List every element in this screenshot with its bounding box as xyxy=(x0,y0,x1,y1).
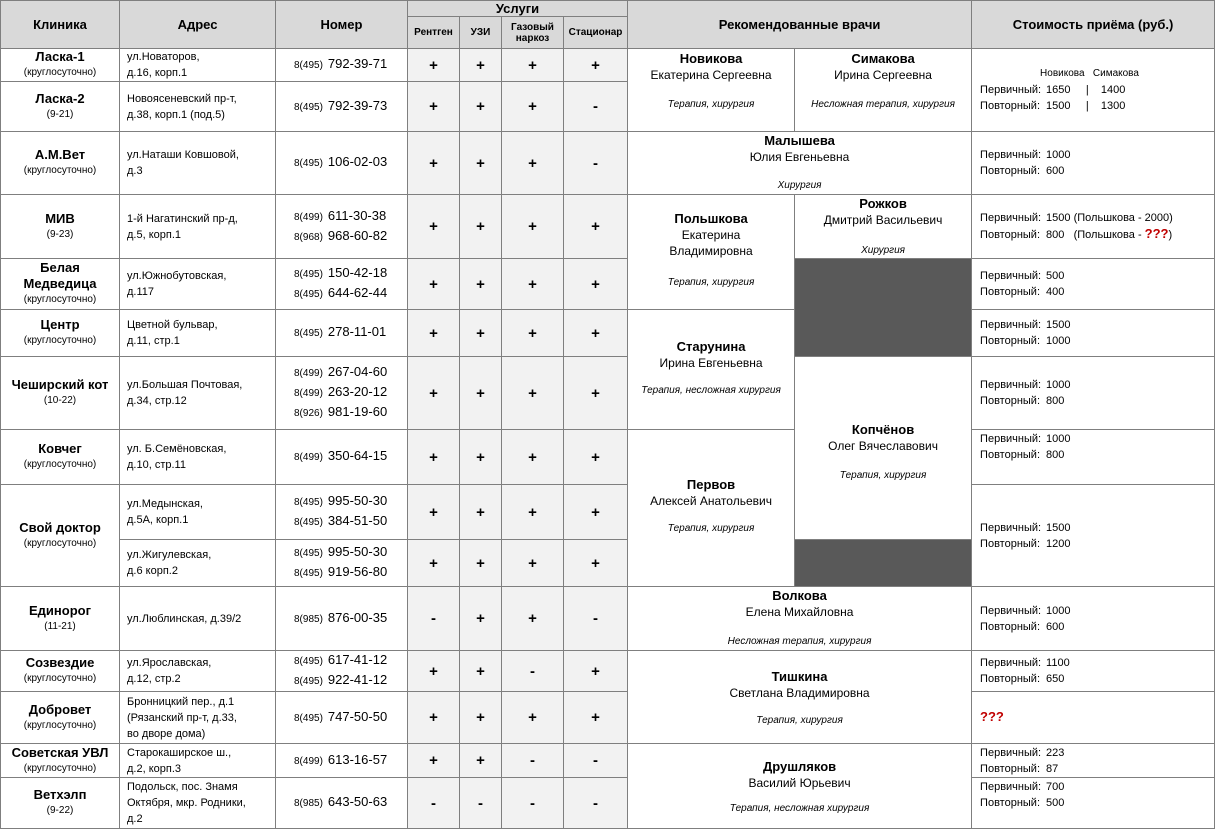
svc-gas: + xyxy=(502,310,564,357)
empty-doctor-cell xyxy=(795,540,972,587)
svc-hospital: + xyxy=(564,651,628,692)
clinic-name: Единорог (11-21) xyxy=(1,587,120,651)
clinic-phone[interactable]: 8(499) 267-04-60 8(499) 263-20-12 8(926) 981-19-60 xyxy=(276,357,408,430)
clinic-address: ул.Наташи Ковшовой, д.3 xyxy=(120,132,276,195)
price-dobrovet: ??? xyxy=(972,692,1215,744)
price-sovuvl: Первичный: 223 Повторный: 87 xyxy=(972,744,1215,778)
clinic-phone[interactable]: 8(499) 613-16-57 xyxy=(276,744,408,778)
clinic-phone[interactable]: 8(495) 995-50-30 8(495) 384-51-50 xyxy=(276,485,408,540)
svc-gas: + xyxy=(502,259,564,310)
svc-gas: + xyxy=(502,485,564,540)
price-belaya: Первичный: 500 Повторный: 400 xyxy=(972,259,1215,310)
clinic-phone[interactable]: 8(495) 106-02-03 xyxy=(276,132,408,195)
svc-hospital: - xyxy=(564,778,628,829)
svc-uzi: + xyxy=(460,651,502,692)
clinic-name: Свой доктор (круглосуточно) xyxy=(1,485,120,587)
doctor-kopchenov: Копчёнов Олег Вячеславович Терапия, хирургия xyxy=(795,357,972,540)
clinic-address: ул.Новаторов, д.16, корп.1 xyxy=(120,49,276,82)
doctor-novikova: Новикова Екатерина Сергеевна Терапия, хирургия xyxy=(628,49,795,132)
header-clinic: Клиника xyxy=(1,1,120,49)
clinic-name: А.М.Вет (круглосуточно) xyxy=(1,132,120,195)
svc-gas: - xyxy=(502,651,564,692)
clinic-address: ул.Ярославская, д.12, стр.2 xyxy=(120,651,276,692)
clinic-address: Бронницкий пер., д.1 (Рязанский пр-т, д.33, во дворе дома) xyxy=(120,692,276,744)
clinic-address: Старокаширское ш., д.2, корп.3 xyxy=(120,744,276,778)
clinic-name: Ковчег (круглосуточно) xyxy=(1,430,120,485)
clinic-name: Белая Медведица (круглосуточно) xyxy=(1,259,120,310)
svc-xray: + xyxy=(408,485,460,540)
svc-hospital: + xyxy=(564,259,628,310)
clinic-phone[interactable]: 8(495) 617-41-12 8(495) 922-41-12 xyxy=(276,651,408,692)
doctor-volkova: Волкова Елена Михайловна Несложная терапия, хирургия xyxy=(628,587,972,651)
svc-hospital: + xyxy=(564,692,628,744)
table-row xyxy=(1,744,1215,778)
svc-xray: + xyxy=(408,195,460,259)
svc-uzi: + xyxy=(460,259,502,310)
table-row xyxy=(1,132,1215,195)
header-uzi: УЗИ xyxy=(460,17,502,49)
clinic-address: ул.Большая Почтовая, д.34, стр.12 xyxy=(120,357,276,430)
empty-doctor-cell xyxy=(795,259,972,357)
svc-hospital: + xyxy=(564,195,628,259)
svc-xray: + xyxy=(408,540,460,587)
svc-xray: + xyxy=(408,692,460,744)
svc-hospital: + xyxy=(564,540,628,587)
table-row xyxy=(1,430,1215,485)
price-edinorog: Первичный: 1000 Повторный: 600 xyxy=(972,587,1215,651)
header-services: Услуги xyxy=(408,1,628,17)
svc-hospital: - xyxy=(564,587,628,651)
clinic-phone[interactable]: 8(495) 150-42-18 8(495) 644-62-44 xyxy=(276,259,408,310)
svc-uzi: + xyxy=(460,587,502,651)
table-row xyxy=(1,49,1215,82)
svc-uzi: + xyxy=(460,485,502,540)
svc-gas: + xyxy=(502,49,564,82)
svc-uzi: + xyxy=(460,692,502,744)
price-centr: Первичный: 1500 Повторный: 1000 xyxy=(972,310,1215,357)
svc-gas: + xyxy=(502,82,564,132)
table-row xyxy=(1,485,1215,540)
clinic-name: Чеширский кот (10-22) xyxy=(1,357,120,430)
price-miv: Первичный: 1500 (Польшкова - 2000) Повторный: 800 (Польшкова - ???) xyxy=(972,195,1215,259)
svc-uzi: + xyxy=(460,357,502,430)
svc-hospital: - xyxy=(564,132,628,195)
svc-xray: + xyxy=(408,132,460,195)
svc-uzi: + xyxy=(460,132,502,195)
table-row xyxy=(1,310,1215,357)
svc-uzi: + xyxy=(460,430,502,485)
doctor-malysheva: Малышева Юлия Евгеньевна Хирургия xyxy=(628,132,972,195)
header-gas: Газовый наркоз xyxy=(502,17,564,49)
svc-xray: + xyxy=(408,82,460,132)
clinic-phone[interactable]: 8(495) 278-11-01 xyxy=(276,310,408,357)
clinic-address: ул.Южнобутовская, д.117 xyxy=(120,259,276,310)
price-svoy: Первичный: 1500 Повторный: 1200 xyxy=(972,485,1215,587)
table-row xyxy=(1,692,1215,744)
svc-xray: + xyxy=(408,259,460,310)
svc-uzi: + xyxy=(460,310,502,357)
svc-hospital: - xyxy=(564,744,628,778)
svc-gas: + xyxy=(502,540,564,587)
table-row xyxy=(1,357,1215,430)
svc-gas: + xyxy=(502,692,564,744)
clinic-phone[interactable]: 8(985) 876-00-35 xyxy=(276,587,408,651)
svc-uzi: + xyxy=(460,744,502,778)
doctor-pervov: Первов Алексей Анатольевич Терапия, хирургия xyxy=(628,430,795,587)
svc-uzi: + xyxy=(460,49,502,82)
svc-gas: + xyxy=(502,587,564,651)
svc-gas: - xyxy=(502,744,564,778)
price-laska: Новикова Симакова Первичный: 1650 | 1400 Повторный: 1500 | 1300 xyxy=(972,49,1215,132)
doctor-polshkova: Польшкова Екатерина Владимировна Терапия, хирургия xyxy=(628,195,795,310)
price-kovcheg: Первичный: 1000 Повторный: 800 xyxy=(972,430,1215,485)
clinic-name: Созвездие (круглосуточно) xyxy=(1,651,120,692)
svc-xray: + xyxy=(408,310,460,357)
clinic-address: Новоясеневский пр-т, д.38, корп.1 (под.5) xyxy=(120,82,276,132)
svc-gas: + xyxy=(502,132,564,195)
doctor-rozhkov: Рожков Дмитрий Васильевич Хирургия xyxy=(795,195,972,259)
clinic-name: Ласка-1 (круглосуточно) xyxy=(1,49,120,82)
svc-uzi: + xyxy=(460,195,502,259)
header-price: Стоимость приёма (руб.) xyxy=(972,1,1215,49)
clinic-phone[interactable]: 8(495) 747-50-50 xyxy=(276,692,408,744)
table-row xyxy=(1,778,1215,829)
svc-hospital: + xyxy=(564,310,628,357)
clinic-address: ул.Жигулевская, д.6 корп.2 xyxy=(120,540,276,587)
svc-xray: - xyxy=(408,778,460,829)
clinic-phone[interactable]: 8(495) 995-50-30 8(495) 919-56-80 xyxy=(276,540,408,587)
svc-xray: + xyxy=(408,357,460,430)
svc-uzi: + xyxy=(460,540,502,587)
clinic-name: Центр (круглосуточно) xyxy=(1,310,120,357)
svc-uzi: - xyxy=(460,778,502,829)
table-row xyxy=(1,651,1215,692)
svc-xray: + xyxy=(408,651,460,692)
svc-hospital: - xyxy=(564,82,628,132)
clinic-phone[interactable]: 8(499) 611-30-38 8(968) 968-60-82 xyxy=(276,195,408,259)
svc-hospital: + xyxy=(564,49,628,82)
clinic-address: Подольск, пос. Знамя Октября, мкр. Родники, д.2 xyxy=(120,778,276,829)
clinic-phone[interactable]: 8(499) 350-64-15 xyxy=(276,430,408,485)
svc-xray: + xyxy=(408,744,460,778)
clinic-name: Ветхэлп (9-22) xyxy=(1,778,120,829)
svc-xray: + xyxy=(408,49,460,82)
header-hospital: Стационар xyxy=(564,17,628,49)
header-doctors: Рекомендованные врачи xyxy=(628,1,972,49)
price-vethelp: Первичный: 700 Повторный: 500 xyxy=(972,778,1215,829)
clinic-address: ул.Медынская, д.5А, корп.1 xyxy=(120,485,276,540)
svc-hospital: + xyxy=(564,430,628,485)
doctor-tishkina: Тишкина Светлана Владимировна Терапия, хирургия xyxy=(628,651,972,744)
clinic-phone[interactable]: 8(495) 792-39-73 xyxy=(276,82,408,132)
svc-hospital: + xyxy=(564,485,628,540)
svc-hospital: + xyxy=(564,357,628,430)
clinic-name: МИВ (9-23) xyxy=(1,195,120,259)
svc-xray: - xyxy=(408,587,460,651)
table-row xyxy=(1,587,1215,651)
svc-xray: + xyxy=(408,430,460,485)
table-row xyxy=(1,195,1215,259)
price-amvet: Первичный: 1000 Повторный: 600 xyxy=(972,132,1215,195)
price-sozvezdie: Первичный: 1100 Повторный: 650 xyxy=(972,651,1215,692)
svc-uzi: + xyxy=(460,82,502,132)
header-xray: Рентген xyxy=(408,17,460,49)
price-cheshir: Первичный: 1000 Повторный: 800 xyxy=(972,357,1215,430)
clinic-address: Цветной бульвар, д.11, стр.1 xyxy=(120,310,276,357)
doctor-drushlyakov: Друшляков Василий Юрьевич Терапия, несложная хирургия xyxy=(628,744,972,829)
clinic-address: ул.Люблинская, д.39/2 xyxy=(120,587,276,651)
table-row xyxy=(1,259,1215,310)
clinic-phone[interactable]: 8(985) 643-50-63 xyxy=(276,778,408,829)
clinic-name: Добровет (круглосуточно) xyxy=(1,692,120,744)
svc-gas: + xyxy=(502,195,564,259)
clinic-phone[interactable]: 8(495) 792-39-71 xyxy=(276,49,408,82)
svc-gas: - xyxy=(502,778,564,829)
header-phone: Номер xyxy=(276,1,408,49)
svc-gas: + xyxy=(502,430,564,485)
clinic-address: 1-й Нагатинский пр-д, д.5, корп.1 xyxy=(120,195,276,259)
clinic-name: Ласка-2 (9-21) xyxy=(1,82,120,132)
svc-gas: + xyxy=(502,357,564,430)
header-address: Адрес xyxy=(120,1,276,49)
clinic-address: ул. Б.Семёновская, д.10, стр.11 xyxy=(120,430,276,485)
clinic-name: Советская УВЛ (круглосуточно) xyxy=(1,744,120,778)
doctor-simakova: Симакова Ирина Сергеевна Несложная терапия, хирургия xyxy=(795,49,972,132)
doctor-starunina: Старунина Ирина Евгеньевна Терапия, несложная хирургия xyxy=(628,310,795,430)
